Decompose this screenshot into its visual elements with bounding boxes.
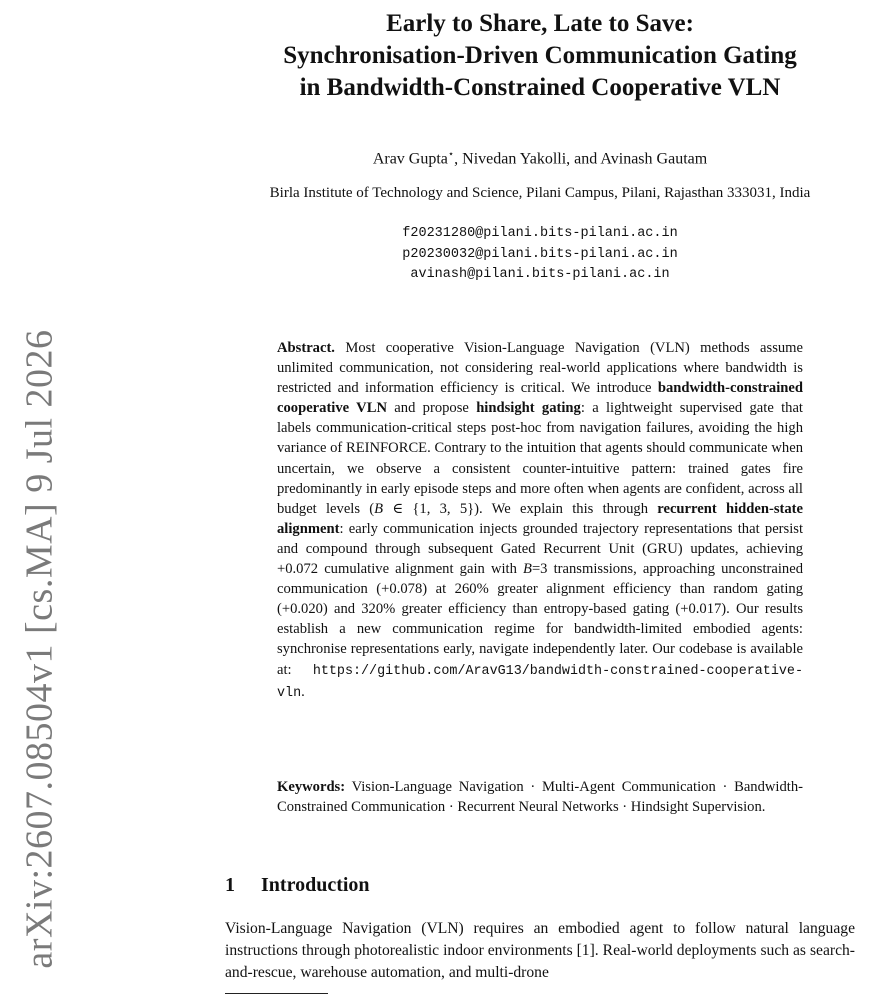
section-heading (225, 872, 370, 898)
first-author: Arav Gupta (372, 150, 448, 168)
arxiv-side-stamp (12, 329, 68, 969)
email-list (225, 224, 855, 286)
affiliation: Birla Institute of Technology and Science, Pilani Campus, Pilani, Rajasthan 333031, India (269, 185, 811, 201)
keywords-text: Vision-Language Navigation · Multi-Agent Communication · Bandwidth-Constrained Communication · Recurrent Neural Networks · Hindsight Supervision. (277, 779, 803, 816)
title-line-3: in Bandwidth-Constrained Cooperative VLN (299, 74, 781, 101)
corresponding-author-mark: ⋆ (447, 149, 455, 160)
keywords-label: Keywords: (277, 779, 346, 795)
abstract-text: : a lightweight supervised gate that labels communication-critical steps post-hoc from navigation failures, avoiding the high variance of REINFORCE. Contrary to the intuition that agents should communicate when uncertain, we observe a consistent counter-intuitive pattern: trained gates fire predominantly in early episode steps and more often when agents are confident, across all budget levels ( (277, 400, 803, 517)
footnote-divider (225, 993, 328, 994)
section-title: Introduction (261, 874, 370, 896)
email-address[interactable]: avinash@pilani.bits-pilani.ac.in (410, 267, 670, 282)
abstract-text: =3 transmissions, approaching unconstrained communication (+0.078) at 260% greater alignment efficiency than random gating (+0.020) and 320% greater efficiency than entropy-based gating (+0.017). Our results establish a new communication regime for bandwidth-limited embodied agents: synchronise representations early, navigate independently later. Our codebase is available at: (277, 561, 803, 678)
email-address[interactable]: f20231280@pilani.bits-pilani.ac.in (402, 226, 678, 241)
abstract-text: . (301, 683, 305, 700)
abstract-emphasis: bandwidth-constrained cooperative VLN (277, 380, 803, 417)
section-number: 1 (225, 874, 235, 896)
abstract-text: : early communication injects grounded trajectory representations that persist and compound through subsequent Gated Recurrent Unit (GRU) updates, achieving +0.072 cumulative alignment gain with (277, 520, 803, 578)
paper-title (225, 8, 855, 104)
codebase-link[interactable]: https://github.com/AravG13/bandwidth-constrained-cooperative-vln (277, 663, 803, 701)
abstract-text: and propose (386, 400, 477, 417)
other-authors: , Nivedan Yakolli, and Avinash Gautam (454, 150, 708, 168)
abstract-label: Abstract. (277, 340, 335, 356)
keywords (277, 777, 803, 817)
abstract-emphasis: recurrent hidden-state alignment (277, 500, 803, 537)
abstract-text: ∈ {1, 3, 5}). We explain this through (383, 500, 658, 517)
math-variable: B (374, 500, 384, 517)
arxiv-identifier: arXiv:2607.08504v1 [cs.MA] 9 Jul 2026 (19, 329, 61, 969)
abstract-emphasis: hindsight gating (476, 400, 581, 417)
intro-paragraph: Vision-Language Navigation (VLN) requires an embodied agent to follow natural language instructions through photorealistic indoor environments [1]. Real-world deployments such as search-and-rescue, warehouse automation, and multi-drone (225, 920, 855, 981)
author-list (225, 144, 855, 170)
title-line-1: Early to Share, Late to Save: (386, 10, 694, 37)
email-address[interactable]: p20230032@pilani.bits-pilani.ac.in (402, 246, 678, 262)
math-variable: B (523, 561, 532, 578)
abstract (277, 338, 803, 704)
title-line-2: Synchronisation-Driven Communication Gating (283, 42, 797, 69)
abstract-text: Most cooperative Vision-Language Navigation (VLN) methods assume unlimited communication, not considering real-world applications where bandwidth is restricted and information efficiency is critical. We introduce (277, 340, 803, 397)
